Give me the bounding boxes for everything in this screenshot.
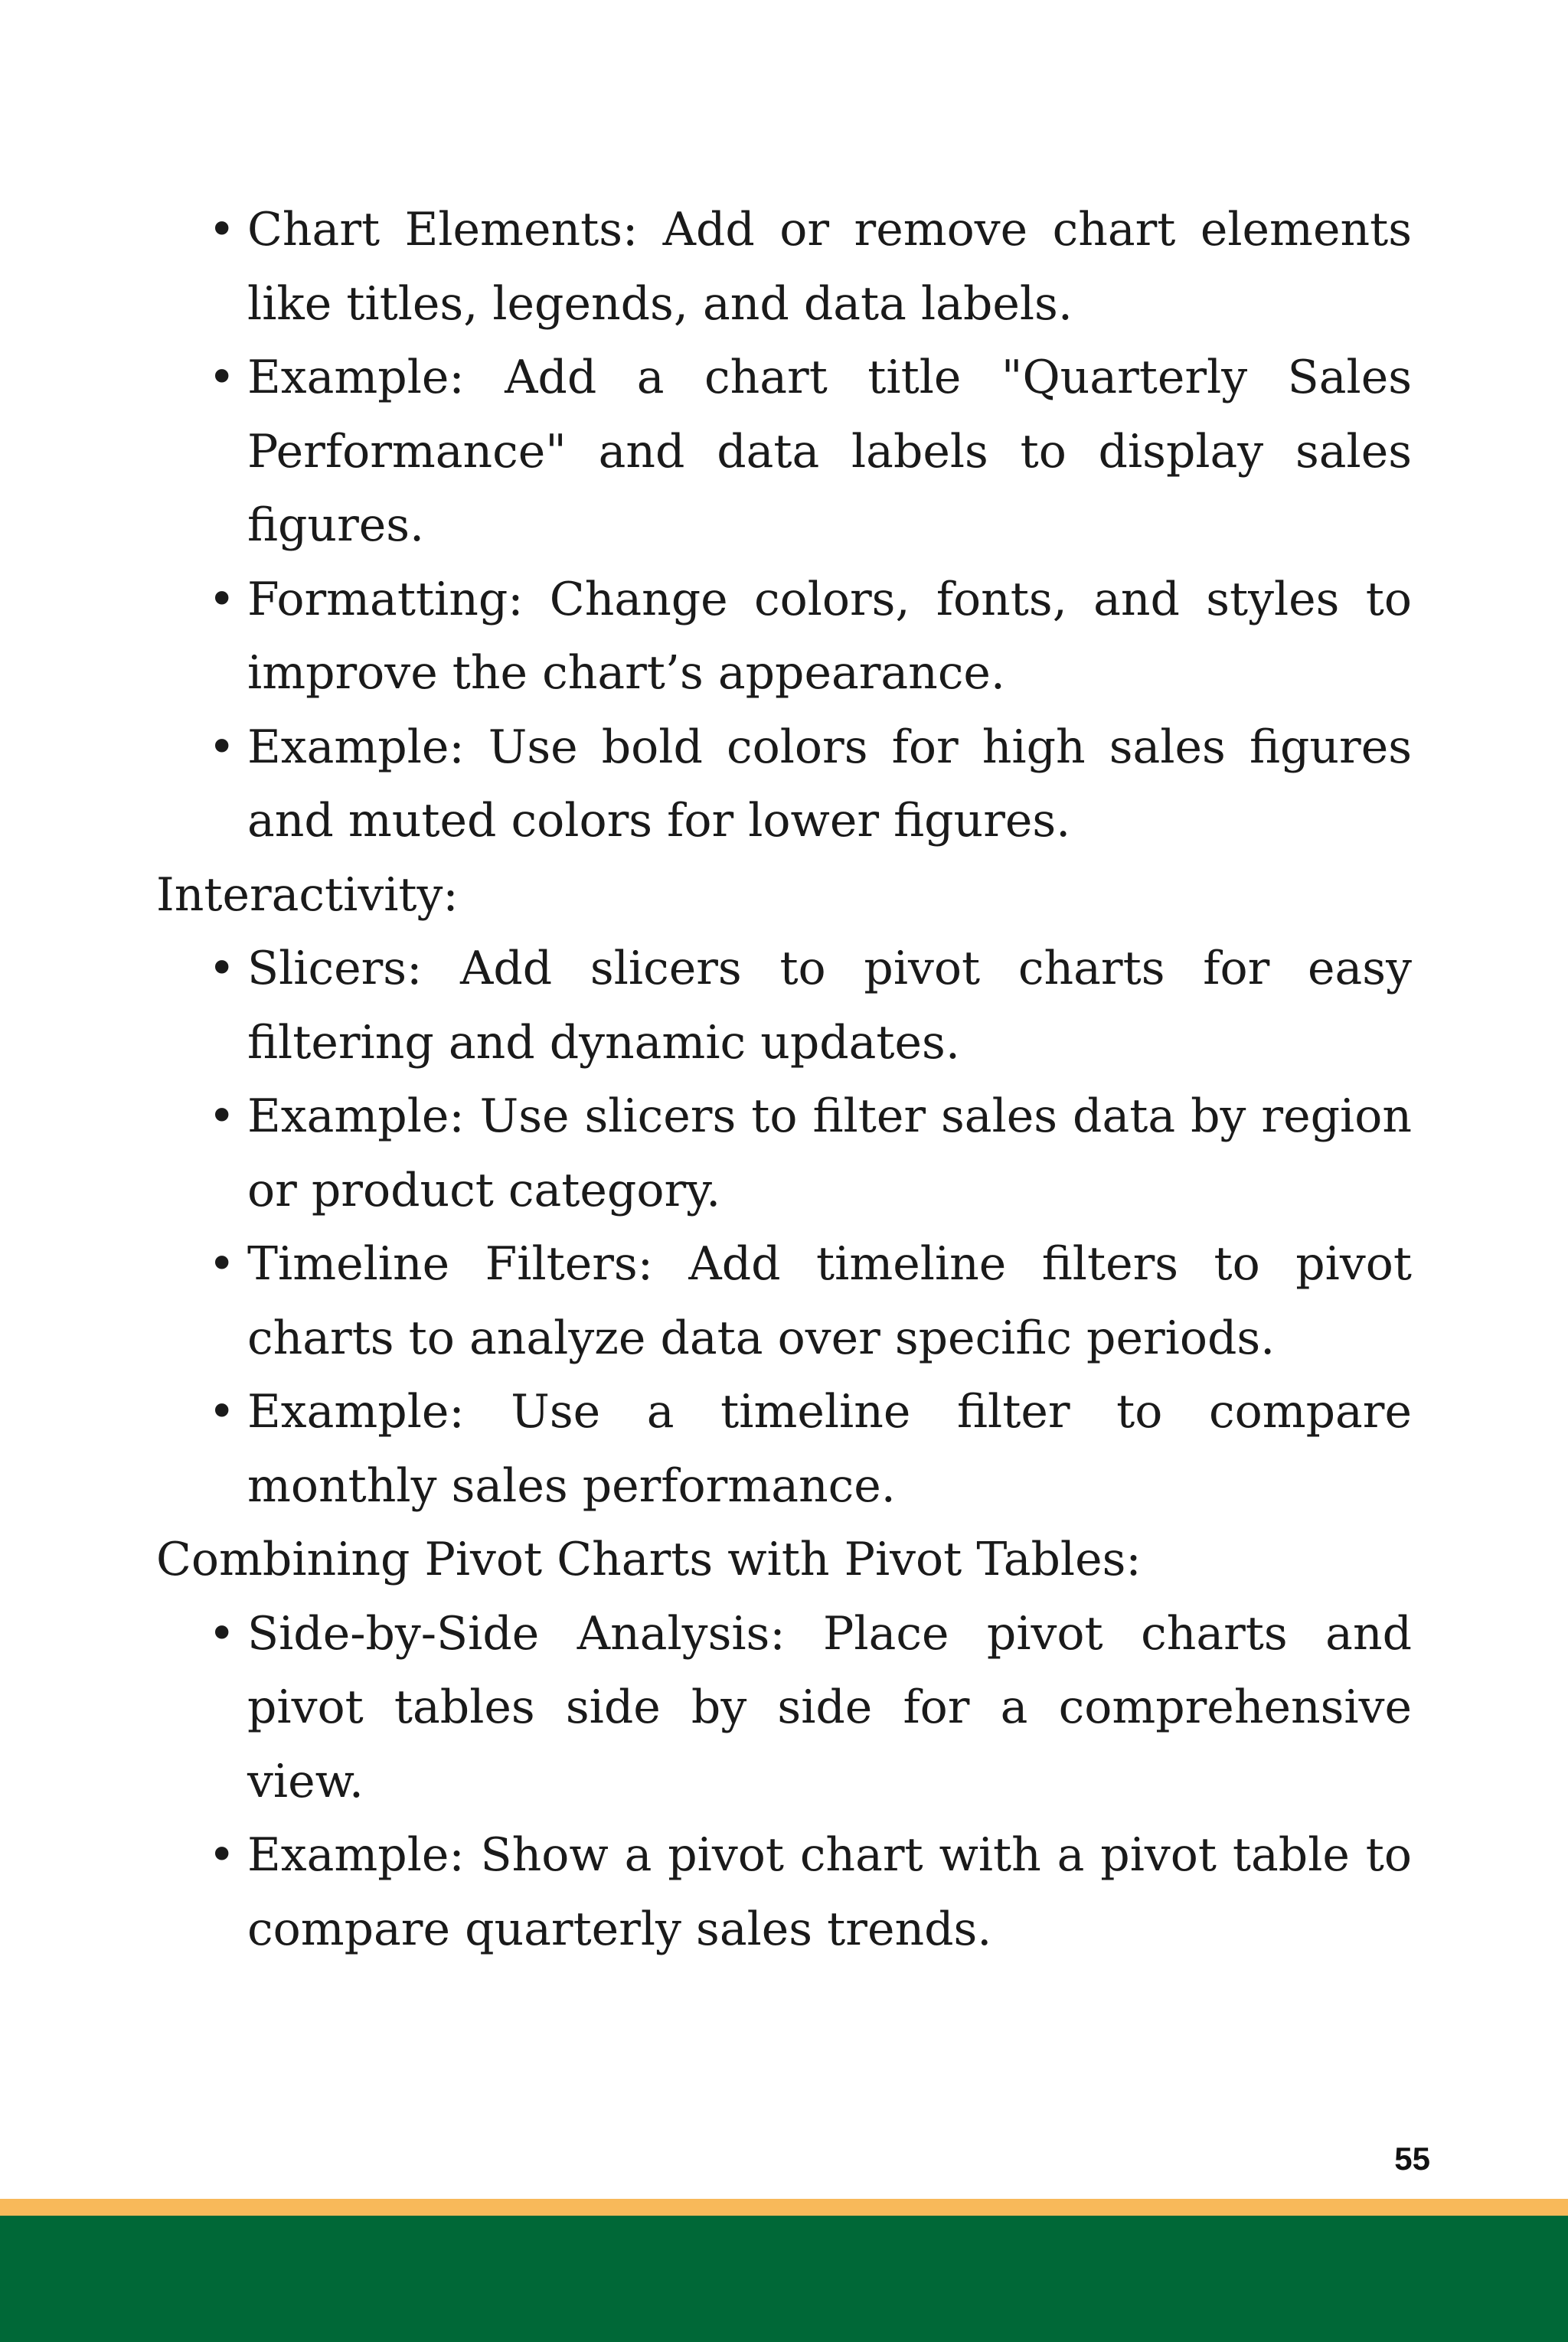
combining-list	[156, 1597, 1412, 1967]
page-number: 55	[1394, 2141, 1430, 2177]
list-item-text: Example: Add a chart title "Quarterly Sales Performance" and data labels to display sales figures.	[247, 351, 1412, 552]
list-item	[156, 932, 1412, 1080]
page-body	[156, 193, 1412, 1966]
bullet-icon: •	[208, 203, 236, 256]
bullet-icon: •	[208, 720, 236, 774]
footer-band	[0, 2216, 1568, 2342]
list-item	[156, 341, 1412, 563]
footer-accent-stripe	[0, 2199, 1568, 2216]
list-item	[156, 710, 1412, 858]
bullet-icon: •	[208, 351, 236, 404]
list-item-text: Example: Use slicers to filter sales data by region or product category.	[247, 1089, 1412, 1217]
list-item-text: Timeline Filters: Add timeline filters to pivot charts to analyze data over specific periods.	[247, 1237, 1412, 1365]
bullet-icon: •	[208, 572, 236, 626]
list-item-text: Formatting: Change colors, fonts, and styles to improve the chart’s appearance.	[247, 572, 1412, 700]
list-item-text: Example: Use a timeline filter to compare monthly sales performance.	[247, 1385, 1412, 1513]
list-item-text: Chart Elements: Add or remove chart elements like titles, legends, and data labels.	[247, 203, 1412, 331]
interactivity-list	[156, 932, 1412, 1523]
list-item	[156, 1375, 1412, 1523]
list-item-text: Example: Show a pivot chart with a pivot table to compare quarterly sales trends.	[247, 1828, 1412, 1956]
list-item-text: Example: Use bold colors for high sales figures and muted colors for lower figures.	[247, 720, 1412, 848]
list-item	[156, 563, 1412, 710]
section-heading-combining: Combining Pivot Charts with Pivot Tables:	[156, 1533, 1142, 1586]
list-item-text: Slicers: Add slicers to pivot charts for easy filtering and dynamic updates.	[247, 942, 1412, 1070]
list-item	[156, 193, 1412, 341]
section-heading-interactivity: Interactivity:	[156, 867, 459, 922]
bullet-icon: •	[208, 1385, 236, 1439]
list-item-text: Side-by-Side Analysis: Place pivot charts and pivot tables side by side for a comprehensive view.	[247, 1606, 1412, 1808]
list-item	[156, 1227, 1412, 1375]
list-item	[156, 1818, 1412, 1966]
list-item	[156, 1597, 1412, 1819]
bullet-icon: •	[208, 1237, 236, 1291]
list-item	[156, 1080, 1412, 1227]
bullet-icon: •	[208, 942, 236, 995]
bullet-icon: •	[208, 1828, 236, 1882]
bullet-icon: •	[208, 1606, 236, 1661]
bullet-icon: •	[208, 1089, 236, 1143]
chart-customization-list	[156, 193, 1412, 858]
